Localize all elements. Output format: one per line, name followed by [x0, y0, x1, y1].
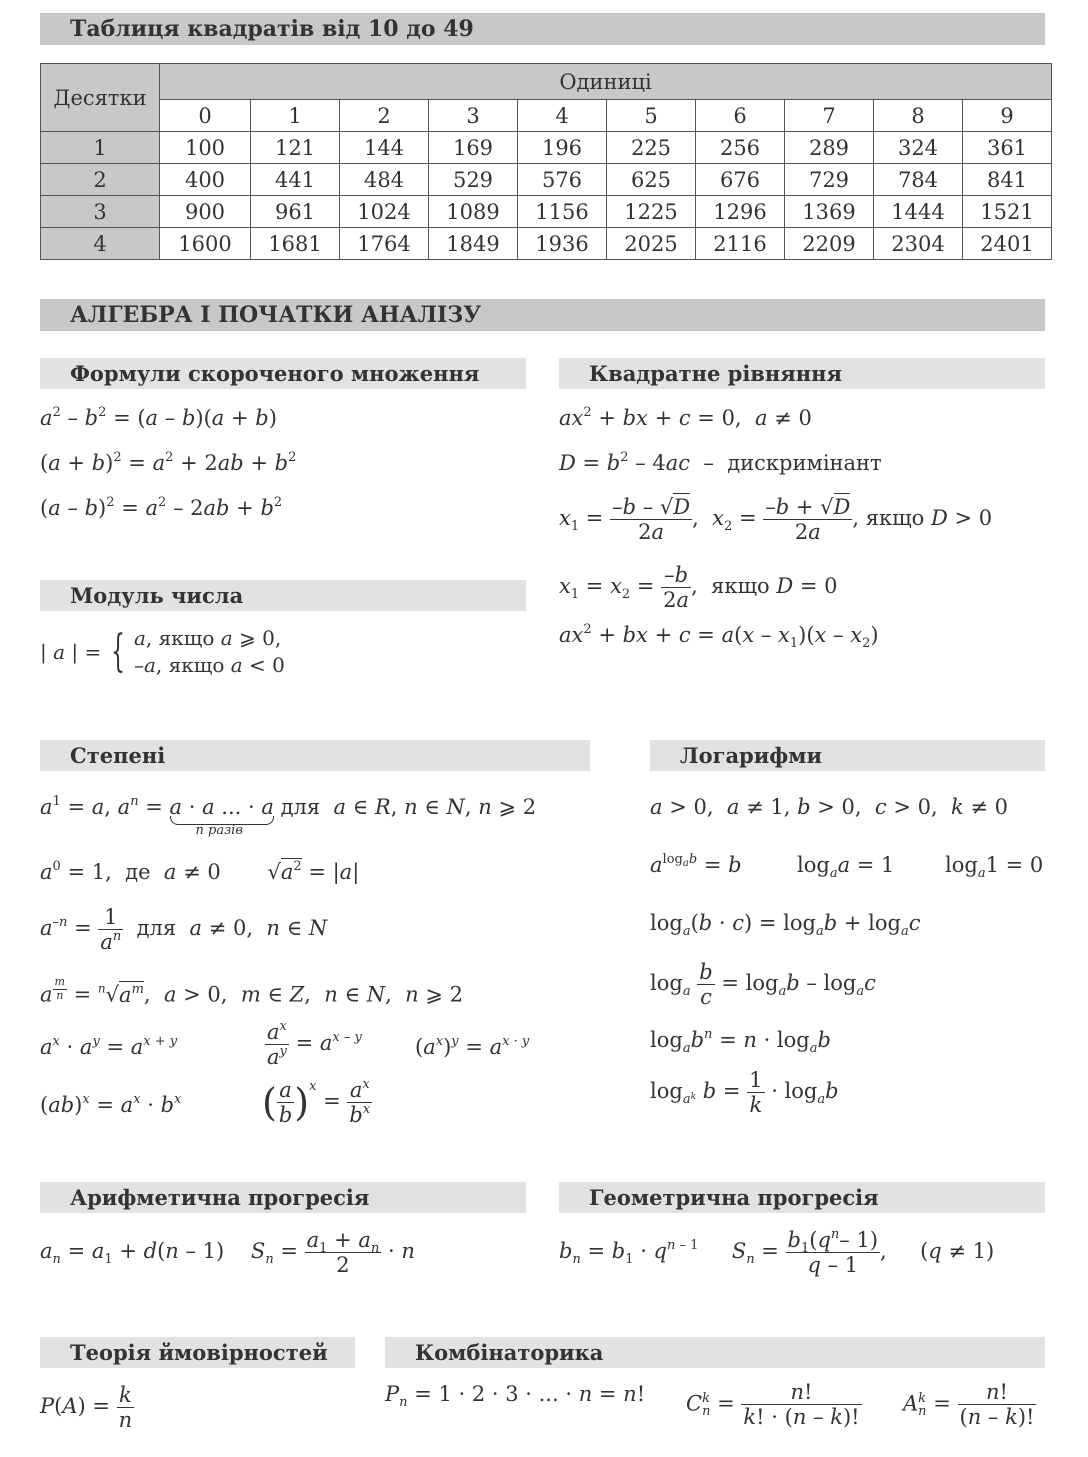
arith-header: Арифметична прогресія: [40, 1182, 526, 1213]
square-cell: 625: [607, 164, 696, 196]
log-product: $\log_a(b \cdot c) = \log_ab + \log_ac$: [650, 911, 921, 939]
square-cell: 676: [696, 164, 785, 196]
log-quotient: $\log_a$ $\frac{b}{c}$ = $\log_ab - \log_ac$: [650, 960, 876, 1010]
logs-header: Логарифми: [650, 740, 1045, 771]
discriminant-formula: $D = b^2 - 4ac$ – дискримінант: [559, 450, 882, 475]
combinations-formula: Ck n = $\frac{n!}{k! \cdot (n - k)!}$: [686, 1380, 860, 1430]
if-word: якщо: [158, 626, 215, 650]
units-header: Одиниці: [160, 64, 1052, 100]
square-cell: 2209: [785, 228, 874, 260]
square-cell: 2401: [963, 228, 1052, 260]
squares-table: [40, 63, 1052, 260]
square-cell: 169: [429, 132, 518, 164]
square-cell: 1089: [429, 196, 518, 228]
square-cell: 225: [607, 132, 696, 164]
modulus-definition: | a | = { a, якщо a ⩾ 0, –a, якщо a < 0: [40, 626, 285, 677]
log-base-power: $\log_{a^k} b$ = $\frac{1}{k}$ · $\log_ab$: [650, 1068, 839, 1118]
tens-cell: 4: [41, 228, 160, 260]
square-cell: 576: [518, 164, 607, 196]
for-word: для: [280, 795, 321, 819]
square-cell: 1444: [874, 196, 963, 228]
table-row: [41, 132, 1052, 164]
square-cell: 289: [785, 132, 874, 164]
square-cell: 529: [429, 164, 518, 196]
table-row: [41, 196, 1052, 228]
log-conditions: a > 0, a ≠ 1, b > 0, c > 0, k ≠ 0: [650, 795, 1009, 819]
square-cell: 1225: [607, 196, 696, 228]
log-power: $\log_ab^n = n \cdot \log_ab$: [650, 1027, 831, 1056]
square-cell: 784: [874, 164, 963, 196]
square-cell: 961: [251, 196, 340, 228]
square-cell: 841: [963, 164, 1052, 196]
tens-cell: 1: [41, 132, 160, 164]
square-cell: 144: [340, 132, 429, 164]
where-word: де: [125, 860, 151, 884]
tens-header: Десятки: [41, 64, 160, 132]
table-row: [41, 164, 1052, 196]
power-product: $a^x \cdot a^y = a^{x + y}$: [40, 1034, 178, 1059]
square-cell: 361: [963, 132, 1052, 164]
units-col-5: 5: [607, 100, 696, 132]
probability-formula: P(A) = $\frac{k}{n}$: [40, 1383, 133, 1433]
formula-sum-square: $(a + b)^2 = a^2 + 2ab + b^2$: [40, 450, 297, 475]
quadratic-double-root: $x_1 = x_2$ = $\frac{-b}{2a}$ , якщо D = 0: [559, 563, 838, 613]
units-col-1: 1: [251, 100, 340, 132]
square-cell: 400: [160, 164, 251, 196]
square-cell: 1024: [340, 196, 429, 228]
units-col-2: 2: [340, 100, 429, 132]
power-of-product: $(ab)^x = a^x \cdot b^x$: [40, 1092, 182, 1117]
tens-cell: 2: [41, 164, 160, 196]
square-cell: 100: [160, 132, 251, 164]
arith-progression: $a_n = a_1 + d(n - 1)$ $S_n$ = $\frac{a_1 + a_n}{2}$ · n: [40, 1228, 415, 1278]
table-row: [41, 228, 1052, 260]
log-of-one: $\log_a1 = 0$: [945, 853, 1044, 881]
square-cell: 324: [874, 132, 963, 164]
quadratic-header: Квадратне рівняння: [559, 358, 1045, 389]
units-col-3: 3: [429, 100, 518, 132]
discriminant-word: дискримінант: [727, 451, 882, 475]
units-col-0: 0: [160, 100, 251, 132]
modulus-header: Модуль числа: [40, 580, 526, 611]
squares-table-title: Таблиця квадратів від 10 до 49: [40, 13, 1045, 45]
if-word: якщо: [168, 653, 225, 677]
square-cell: 729: [785, 164, 874, 196]
algebra-section-title: АЛГЕБРА І ПОЧАТКИ АНАЛІЗУ: [40, 299, 1045, 331]
comb-header: Комбінаторика: [385, 1337, 1045, 1368]
square-cell: 1936: [518, 228, 607, 260]
geom-header: Геометрична прогресія: [559, 1182, 1045, 1213]
quadratic-factorization: $ax^2$ + bx + $c = a(x - x_1)(x - x_2)$: [559, 622, 879, 651]
power-zero: $a^0 = 1$, де a ≠ 0 $√a^2 = |a|$: [40, 859, 360, 884]
units-col-9: 9: [963, 100, 1052, 132]
square-cell: 900: [160, 196, 251, 228]
square-cell: 2116: [696, 228, 785, 260]
permutations-formula: $P_n = 1 \cdot 2 \cdot 3$ · ... · n = n!: [385, 1382, 646, 1410]
square-cell: 1600: [160, 228, 251, 260]
square-cell: 121: [251, 132, 340, 164]
quadratic-equation: $ax^2$ + bx + c = 0, a ≠ 0: [559, 405, 812, 430]
units-col-8: 8: [874, 100, 963, 132]
quadratic-roots: $x_1$ = $\frac{-b - √D}{2a}$ , $x_2$ = $\frac{-b + √D}{2a}$ , якщо D > 0: [559, 495, 993, 545]
square-cell: 1764: [340, 228, 429, 260]
n-times-label: n разів: [195, 823, 243, 838]
square-cell: 484: [340, 164, 429, 196]
formula-diff-square: $(a - b)^2 = a^2 - 2ab + b^2$: [40, 495, 283, 520]
powers-header: Степені: [40, 740, 590, 771]
square-cell: 441: [251, 164, 340, 196]
square-cell: 196: [518, 132, 607, 164]
square-cell: 2304: [874, 228, 963, 260]
log-identity: $a^{log_ab} = b$: [650, 852, 742, 877]
arrangements-formula: Ak n = $\frac{n!}{(n - k)!}$: [903, 1380, 1035, 1430]
square-cell: 1156: [518, 196, 607, 228]
tens-cell: 3: [41, 196, 160, 228]
prob-header: Теорія ймовірностей: [40, 1337, 355, 1368]
power-of-fraction: ( $\frac{a}{b}$ )$^x$ = $\frac{a^x}{b^x}$: [262, 1077, 371, 1128]
for-word: для: [136, 916, 177, 941]
power-negative: $a^{-n}$ = $\frac{1}{a^n}$ для a ≠ 0, n ∈ N: [40, 905, 328, 955]
units-col-7: 7: [785, 100, 874, 132]
square-cell: 256: [696, 132, 785, 164]
log-base-self: $\log_aa = 1$: [797, 853, 895, 881]
if-word: якщо: [711, 574, 770, 599]
square-cell: 1521: [963, 196, 1052, 228]
power-quotient: $\frac{a^x}{a^y}$ = $a^{x - y}$: [267, 1019, 362, 1070]
units-col-6: 6: [696, 100, 785, 132]
square-cell: 1681: [251, 228, 340, 260]
short-mult-header: Формули скороченого множення: [40, 358, 526, 389]
square-cell: 1369: [785, 196, 874, 228]
power-of-power: $(a^x)^y = a^{x \cdot y}$: [415, 1034, 530, 1059]
power-fractional: a $^{\frac{m}{n}}$ = $^n√a^m$, a > 0, m ∈ Z, n ∈ N, n ⩾ 2: [40, 975, 463, 1007]
formula-diff-squares: $a^2 - b^2 = (a - b)(a + b)$: [40, 405, 277, 430]
square-cell: 2025: [607, 228, 696, 260]
square-cell: 1296: [696, 196, 785, 228]
power-definition: $a^1 = a$, $a^n = a \cdot a$ ... · a n разів для a ∈ R, n ∈ N, n ⩾ 2: [40, 794, 537, 838]
square-cell: 1849: [429, 228, 518, 260]
if-word: якщо: [865, 506, 925, 531]
geom-progression: $b_n = b_1 \cdot q^{n - 1}$ $S_n$ = $\frac{b_1(q^n- 1)}{q - 1}$ , (q ≠ 1): [559, 1227, 995, 1278]
units-col-4: 4: [518, 100, 607, 132]
